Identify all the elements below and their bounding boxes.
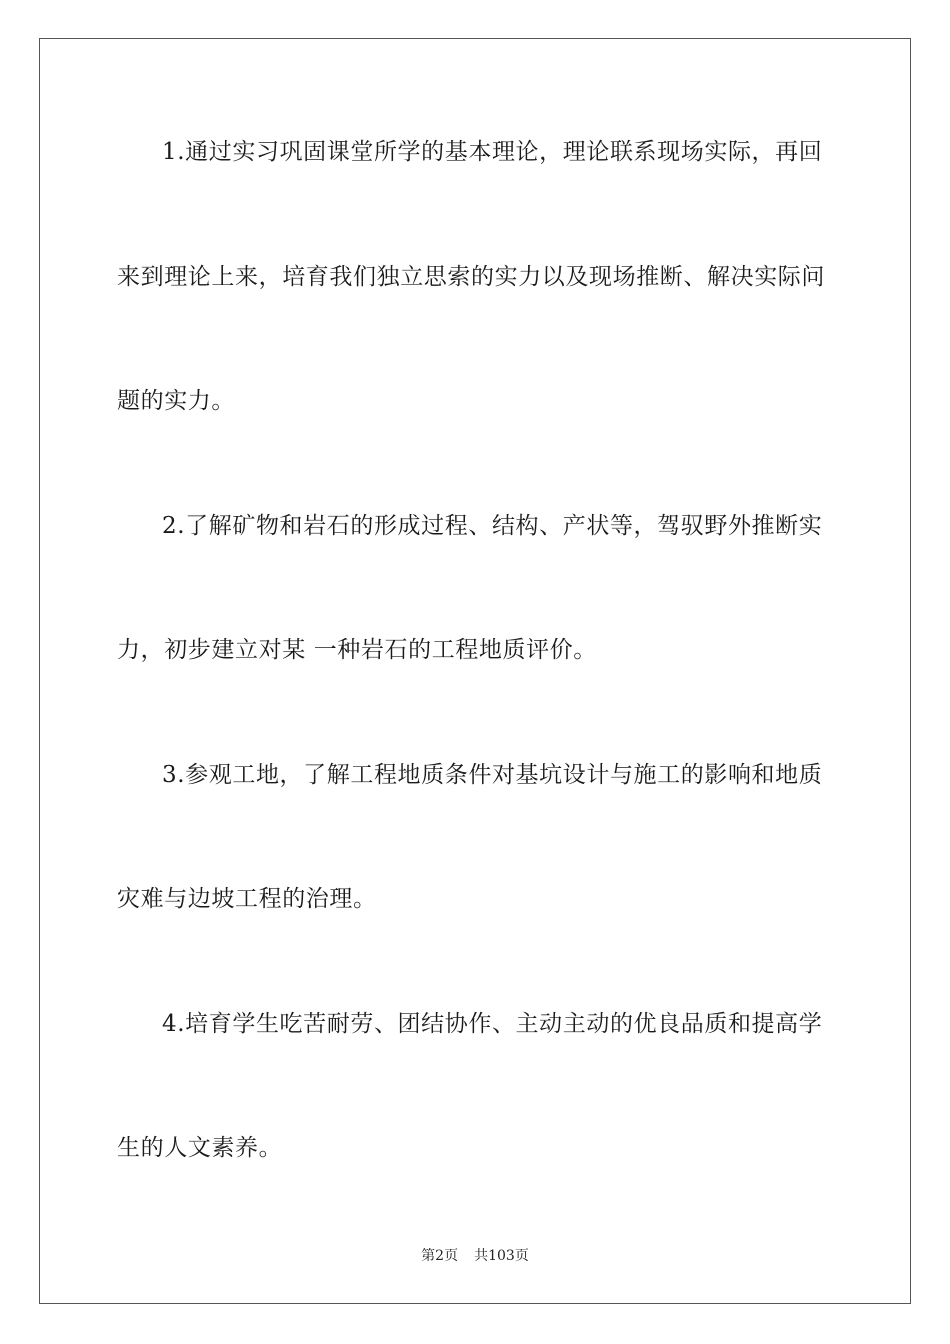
paragraph-3-line-2: 灾难与边坡工程的治理。 <box>117 886 377 912</box>
paragraph-1-line-1: 1.通过实习巩固课堂所学的基本理论，理论联系现场实际，再回 <box>162 139 823 165</box>
paragraph-4-line-2: 生的人文素养。 <box>117 1135 283 1161</box>
page-border <box>39 38 911 1304</box>
page-total: 共103页 <box>474 1248 529 1264</box>
page-footer <box>0 1246 950 1266</box>
page-number: 第2页 <box>421 1248 459 1264</box>
paragraph-1-line-2: 来到理论上来，培育我们独立思索的实力以及现场推断、解决实际问 <box>117 264 825 290</box>
paragraph-2-line-2: 力，初步建立对某 一种岩石的工程地质评价。 <box>117 637 597 663</box>
paragraph-3-line-1: 3.参观工地，了解工程地质条件对基坑设计与施工的影响和地质 <box>162 762 823 788</box>
paragraph-1-line-3: 题的实力。 <box>117 388 235 414</box>
paragraph-2-line-1: 2.了解矿物和岩石的形成过程、结构、产状等，驾驭野外推断实 <box>162 513 823 539</box>
paragraph-4-line-1: 4.培育学生吃苦耐劳、团结协作、主动主动的优良品质和提高学 <box>162 1011 823 1037</box>
